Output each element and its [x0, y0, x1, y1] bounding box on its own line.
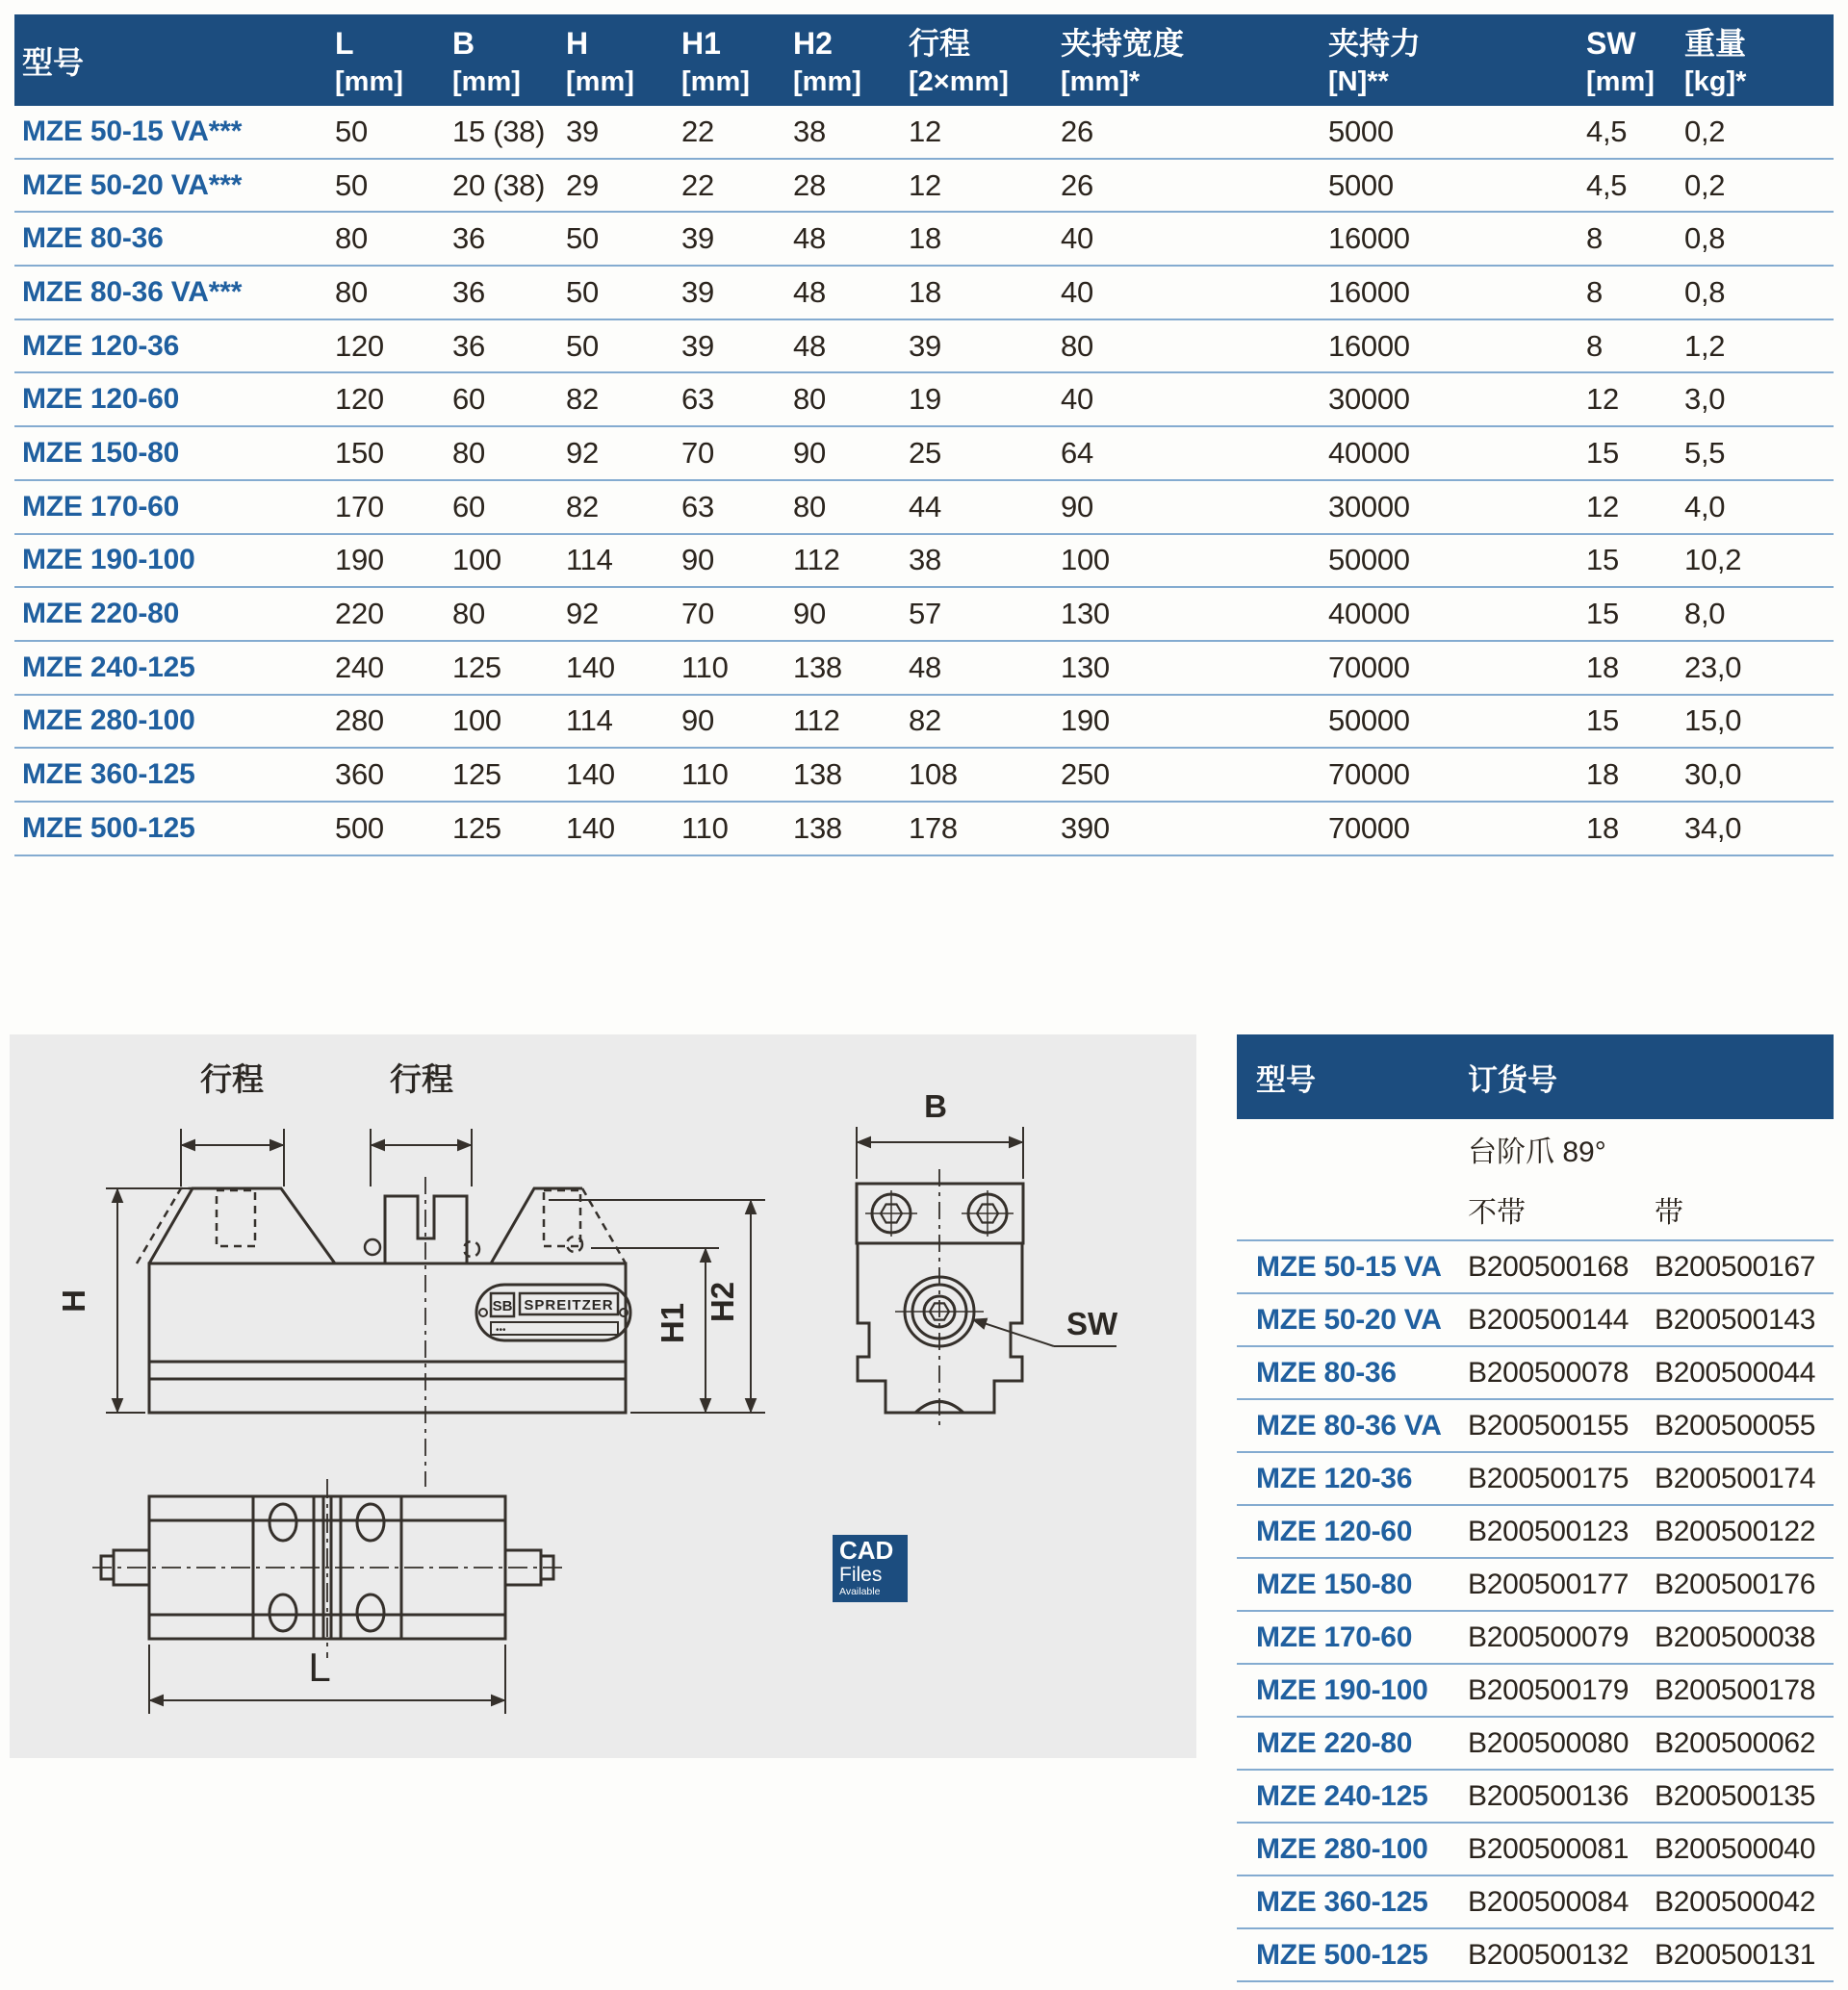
- column-header-7: [1061, 14, 1328, 106]
- order-number-with: B200500174: [1655, 1462, 1816, 1494]
- spec-value: 3,0: [1684, 382, 1726, 417]
- spec-value: 15: [1586, 435, 1619, 470]
- spec-value: 240: [335, 650, 384, 684]
- order-number-with: B200500135: [1655, 1779, 1816, 1812]
- spec-value: 130: [1061, 650, 1110, 684]
- spec-value: 80: [335, 221, 368, 256]
- column-header-4: [681, 14, 793, 106]
- column-header-9: [1586, 14, 1684, 106]
- spec-value: 48: [909, 650, 941, 684]
- spec-value: 120: [335, 328, 384, 363]
- order-model: MZE 80-36: [1256, 1356, 1397, 1389]
- model-name: MZE 240-125: [22, 651, 195, 683]
- spec-value: 8,0: [1684, 597, 1726, 631]
- spec-value: 22: [681, 114, 714, 148]
- with-without-subheader: [1237, 1179, 1834, 1239]
- spec-value: 114: [566, 703, 613, 738]
- spec-value: 8: [1586, 274, 1603, 309]
- order-number-with: B200500042: [1655, 1885, 1816, 1918]
- spec-value: 70000: [1328, 650, 1410, 684]
- spec-table-header: [14, 14, 1834, 106]
- column-unit: [mm]: [793, 66, 861, 97]
- model-name: MZE 220-80: [22, 598, 180, 630]
- spec-value: 38: [793, 114, 826, 148]
- column-label: 夹持力: [1328, 26, 1422, 61]
- spec-value: 70000: [1328, 810, 1410, 845]
- spec-row: [14, 696, 1834, 750]
- order-number-with: B200500038: [1655, 1620, 1816, 1653]
- column-header-0: [14, 14, 335, 106]
- spec-table: [14, 14, 1834, 856]
- spec-value: 125: [452, 757, 501, 792]
- column-unit: [mm]: [452, 66, 521, 97]
- spec-row: [14, 427, 1834, 481]
- order-table-header: [1237, 1034, 1834, 1119]
- column-header-3: [566, 14, 681, 106]
- spec-value: 50: [335, 114, 368, 148]
- order-row: [1237, 1665, 1834, 1718]
- column-label: 夹持宽度: [1061, 26, 1185, 61]
- jaw-type-subheader: [1237, 1119, 1834, 1179]
- spec-table-body: [14, 106, 1834, 856]
- order-row: [1237, 1718, 1834, 1771]
- spec-value: 12: [1586, 382, 1619, 417]
- spec-row: [14, 320, 1834, 374]
- column-unit: [2×mm]: [909, 66, 1009, 97]
- spec-value: 120: [335, 382, 384, 417]
- spec-value: 360: [335, 757, 384, 792]
- spec-value: 29: [566, 167, 599, 202]
- spec-value: 15: [1586, 597, 1619, 631]
- spec-value: 100: [1061, 543, 1110, 577]
- spec-row: [14, 749, 1834, 803]
- spec-value: 40: [1061, 382, 1093, 417]
- order-number-with: B200500167: [1655, 1250, 1816, 1283]
- spec-value: 26: [1061, 167, 1093, 202]
- spec-value: 44: [909, 489, 941, 523]
- column-unit: [mm]: [335, 66, 403, 97]
- spec-value: 30,0: [1684, 757, 1742, 792]
- spec-value: 108: [909, 757, 958, 792]
- order-number-without: B200500080: [1468, 1726, 1630, 1759]
- order-number-with: B200500062: [1655, 1726, 1816, 1759]
- order-number-without: B200500155: [1468, 1409, 1630, 1441]
- spec-value: 90: [681, 543, 714, 577]
- spec-value: 39: [681, 221, 714, 256]
- spec-value: 90: [793, 435, 826, 470]
- spec-value: 15,0: [1684, 703, 1742, 738]
- stroke-label-left: 行程: [200, 1061, 264, 1097]
- top-view-centerlines: [92, 1479, 562, 1658]
- order-number-without: B200500168: [1468, 1250, 1630, 1283]
- spec-value: 12: [1586, 489, 1619, 523]
- spec-value: 63: [681, 382, 714, 417]
- order-header-model: 型号: [1256, 1062, 1316, 1097]
- spec-value: 36: [452, 328, 485, 363]
- order-row: [1237, 1824, 1834, 1876]
- model-name: MZE 280-100: [22, 704, 195, 737]
- order-row: [1237, 1506, 1834, 1559]
- technical-drawing-panel: [10, 1034, 1196, 1758]
- spec-value: 90: [681, 703, 714, 738]
- order-table-body: [1237, 1239, 1834, 1982]
- order-model: MZE 280-100: [1256, 1832, 1428, 1865]
- spec-value: 82: [566, 489, 599, 523]
- spec-value: 150: [335, 435, 384, 470]
- column-label: H1: [681, 26, 721, 61]
- spec-value: 39: [909, 328, 941, 363]
- order-number-without: B200500081: [1468, 1832, 1630, 1865]
- spec-value: 70: [681, 597, 714, 631]
- spec-value: 178: [909, 810, 958, 845]
- spec-value: 82: [909, 703, 941, 738]
- spec-value: 140: [566, 650, 615, 684]
- spec-value: 18: [1586, 757, 1619, 792]
- spec-value: 100: [452, 543, 501, 577]
- h2-label: H2: [705, 1281, 740, 1323]
- spec-value: 140: [566, 810, 615, 845]
- order-model: MZE 50-15 VA: [1256, 1250, 1442, 1283]
- order-model: MZE 500-125: [1256, 1938, 1428, 1971]
- model-name: MZE 170-60: [22, 490, 180, 523]
- spec-value: 50: [335, 167, 368, 202]
- spec-row: [14, 588, 1834, 642]
- column-unit: [kg]*: [1684, 66, 1747, 97]
- spec-value: 10,2: [1684, 543, 1742, 577]
- spec-row: [14, 481, 1834, 535]
- order-row: [1237, 1241, 1834, 1294]
- order-row: [1237, 1347, 1834, 1400]
- spec-value: 140: [566, 757, 615, 792]
- order-model: MZE 240-125: [1256, 1779, 1428, 1812]
- order-number-with: B200500131: [1655, 1938, 1816, 1971]
- column-header-8: [1328, 14, 1586, 106]
- spec-value: 57: [909, 597, 941, 631]
- order-model: MZE 170-60: [1256, 1620, 1413, 1653]
- spec-value: 48: [793, 274, 826, 309]
- column-label: L: [335, 26, 354, 61]
- spec-value: 70: [681, 435, 714, 470]
- order-model: MZE 360-125: [1256, 1885, 1428, 1918]
- l-label: L: [308, 1645, 331, 1690]
- model-name: MZE 80-36: [22, 222, 164, 255]
- spec-value: 63: [681, 489, 714, 523]
- order-number-with: B200500176: [1655, 1568, 1816, 1600]
- model-name: MZE 50-15 VA***: [22, 115, 243, 147]
- order-row: [1237, 1876, 1834, 1929]
- spec-value: 80: [452, 597, 485, 631]
- spec-value: 5000: [1328, 114, 1394, 148]
- order-number-without: B200500079: [1468, 1620, 1630, 1653]
- spec-row: [14, 213, 1834, 267]
- spec-value: 50: [566, 328, 599, 363]
- spec-value: 40: [1061, 221, 1093, 256]
- order-header-orderno: 订货号: [1468, 1062, 1557, 1097]
- spec-value: 40: [1061, 274, 1093, 309]
- order-number-with: B200500040: [1655, 1832, 1816, 1865]
- order-number-without: B200500177: [1468, 1568, 1630, 1600]
- spec-value: 36: [452, 274, 485, 309]
- spec-value: 26: [1061, 114, 1093, 148]
- spec-value: 90: [793, 597, 826, 631]
- spec-value: 25: [909, 435, 941, 470]
- spec-value: 19: [909, 382, 941, 417]
- spec-value: 50: [566, 221, 599, 256]
- column-unit: [mm]: [681, 66, 750, 97]
- order-number-with: B200500122: [1655, 1515, 1816, 1547]
- spec-value: 70000: [1328, 757, 1410, 792]
- spec-value: 1,2: [1684, 328, 1726, 363]
- order-number-without: B200500175: [1468, 1462, 1630, 1494]
- spec-value: 80: [452, 435, 485, 470]
- order-number-without: B200500078: [1468, 1356, 1630, 1389]
- column-unit: [N]**: [1328, 66, 1389, 97]
- cad-files-badge: [833, 1535, 908, 1602]
- order-number-without: B200500132: [1468, 1938, 1630, 1971]
- order-model: MZE 120-36: [1256, 1462, 1413, 1494]
- column-label: 行程: [909, 26, 971, 61]
- order-number-with: B200500143: [1655, 1303, 1816, 1336]
- spec-row: [14, 267, 1834, 320]
- spec-value: 28: [793, 167, 826, 202]
- spec-value: 100: [452, 703, 501, 738]
- spec-value: 130: [1061, 597, 1110, 631]
- spec-value: 48: [793, 221, 826, 256]
- order-number-with: B200500178: [1655, 1673, 1816, 1706]
- order-row: [1237, 1453, 1834, 1506]
- spec-value: 190: [1061, 703, 1110, 738]
- spec-value: 39: [681, 328, 714, 363]
- spec-row: [14, 642, 1834, 696]
- spec-value: 20 (38): [452, 167, 546, 202]
- spec-value: 15: [1586, 703, 1619, 738]
- spec-value: 23,0: [1684, 650, 1742, 684]
- model-name: MZE 80-36 VA***: [22, 275, 243, 308]
- spec-value: 38: [909, 543, 941, 577]
- spec-value: 40000: [1328, 435, 1410, 470]
- spec-value: 60: [452, 382, 485, 417]
- spec-value: 15 (38): [452, 114, 546, 148]
- b-label: B: [924, 1088, 947, 1124]
- spec-value: 80: [1061, 328, 1093, 363]
- spec-value: 12: [909, 114, 941, 148]
- spec-value: 125: [452, 810, 501, 845]
- brand-name: SPREITZER: [524, 1297, 614, 1314]
- spec-value: 80: [793, 489, 826, 523]
- h1-label: H1: [654, 1302, 690, 1344]
- spec-row: [14, 535, 1834, 589]
- spec-row: [14, 373, 1834, 427]
- order-model: MZE 150-80: [1256, 1568, 1413, 1600]
- spec-value: 40000: [1328, 597, 1410, 631]
- sw-label: SW: [1066, 1306, 1118, 1341]
- spec-value: 500: [335, 810, 384, 845]
- spec-value: 36: [452, 221, 485, 256]
- with-label: 带: [1655, 1196, 1683, 1229]
- order-number-with: B200500055: [1655, 1409, 1816, 1441]
- column-unit: [mm]: [566, 66, 634, 97]
- spec-value: 16000: [1328, 328, 1410, 363]
- order-number-with: B200500044: [1655, 1356, 1816, 1389]
- model-name: MZE 190-100: [22, 544, 195, 576]
- spec-value: 39: [566, 114, 599, 148]
- spec-value: 39: [681, 274, 714, 309]
- spec-value: 5000: [1328, 167, 1394, 202]
- spec-row: [14, 803, 1834, 856]
- model-name: MZE 120-36: [22, 329, 180, 362]
- spec-value: 30000: [1328, 382, 1410, 417]
- order-number-without: B200500123: [1468, 1515, 1630, 1547]
- order-row: [1237, 1559, 1834, 1612]
- cad-badge-line3: Available: [839, 1586, 881, 1597]
- spec-value: 138: [793, 810, 842, 845]
- order-model: MZE 120-60: [1256, 1515, 1413, 1547]
- model-name: MZE 500-125: [22, 811, 195, 844]
- model-name: MZE 150-80: [22, 436, 180, 469]
- column-header-6: [909, 14, 1061, 106]
- column-label: 重量: [1684, 26, 1747, 61]
- order-model: MZE 80-36 VA: [1256, 1409, 1442, 1441]
- spec-value: 138: [793, 757, 842, 792]
- column-label: SW: [1586, 26, 1636, 61]
- dimension-lines: [106, 1127, 1116, 1714]
- spec-value: 80: [793, 382, 826, 417]
- spec-value: 220: [335, 597, 384, 631]
- jaw-type-label: 台阶爪 89°: [1468, 1136, 1606, 1168]
- spec-value: 0,2: [1684, 114, 1726, 148]
- spec-value: 0,8: [1684, 274, 1726, 309]
- column-unit: [mm]: [1586, 66, 1655, 97]
- order-model: MZE 190-100: [1256, 1673, 1428, 1706]
- spec-value: 0,2: [1684, 167, 1726, 202]
- spec-value: 18: [909, 221, 941, 256]
- spec-value: 4,5: [1586, 167, 1628, 202]
- spec-value: 15: [1586, 543, 1619, 577]
- spec-value: 92: [566, 435, 599, 470]
- order-row: [1237, 1294, 1834, 1347]
- order-number-without: B200500179: [1468, 1673, 1630, 1706]
- model-name: MZE 120-60: [22, 383, 180, 416]
- spec-value: 114: [566, 543, 613, 577]
- spec-value: 250: [1061, 757, 1110, 792]
- spec-value: 0,8: [1684, 221, 1726, 256]
- h-label: H: [56, 1289, 91, 1313]
- spec-value: 12: [909, 167, 941, 202]
- order-model: MZE 220-80: [1256, 1726, 1413, 1759]
- spec-value: 34,0: [1684, 810, 1742, 845]
- spec-value: 18: [1586, 650, 1619, 684]
- model-name: MZE 50-20 VA***: [22, 168, 243, 201]
- spec-value: 170: [335, 489, 384, 523]
- cad-badge-line2: Files: [839, 1564, 883, 1586]
- column-label: B: [452, 26, 475, 61]
- spec-value: 18: [1586, 810, 1619, 845]
- column-header-5: [793, 14, 909, 106]
- spec-value: 82: [566, 382, 599, 417]
- spec-value: 112: [793, 543, 840, 577]
- brand-monogram: SB: [492, 1298, 513, 1314]
- column-header-1: [335, 14, 452, 106]
- model-name: MZE 360-125: [22, 758, 195, 791]
- spec-value: 18: [909, 274, 941, 309]
- spec-value: 138: [793, 650, 842, 684]
- spec-value: 30000: [1328, 489, 1410, 523]
- cad-badge-line1: CAD: [839, 1536, 894, 1565]
- column-header-2: [452, 14, 566, 106]
- spec-value: 5,5: [1684, 435, 1726, 470]
- spec-value: 90: [1061, 489, 1093, 523]
- column-unit: [mm]*: [1061, 66, 1141, 97]
- column-label: 型号: [22, 44, 85, 80]
- spec-value: 280: [335, 703, 384, 738]
- spec-value: 48: [793, 328, 826, 363]
- spec-value: 110: [681, 757, 729, 792]
- order-number-without: B200500144: [1468, 1303, 1630, 1336]
- spec-value: 4,5: [1586, 114, 1628, 148]
- spec-value: 50000: [1328, 543, 1410, 577]
- spec-value: 390: [1061, 810, 1110, 845]
- spec-value: 80: [335, 274, 368, 309]
- order-model: MZE 50-20 VA: [1256, 1303, 1442, 1336]
- order-number-without: B200500136: [1468, 1779, 1630, 1812]
- spec-value: 22: [681, 167, 714, 202]
- spec-value: 16000: [1328, 221, 1410, 256]
- order-row: [1237, 1929, 1834, 1982]
- spec-value: 50: [566, 274, 599, 309]
- spec-value: 16000: [1328, 274, 1410, 309]
- dimension-labels: [56, 1061, 1118, 1690]
- spec-value: 60: [452, 489, 485, 523]
- nameplate-dots: •••: [496, 1325, 506, 1336]
- order-row: [1237, 1612, 1834, 1665]
- column-header-10: [1684, 14, 1834, 106]
- spec-row: [14, 160, 1834, 214]
- spec-value: 112: [793, 703, 840, 738]
- spec-value: 4,0: [1684, 489, 1726, 523]
- brand-nameplate: [476, 1285, 630, 1340]
- spec-value: 64: [1061, 435, 1093, 470]
- without-label: 不带: [1468, 1196, 1526, 1229]
- column-label: H: [566, 26, 589, 61]
- spec-value: 92: [566, 597, 599, 631]
- vise-drawing: [10, 1034, 1196, 1758]
- spec-row: [14, 106, 1834, 160]
- spec-value: 50000: [1328, 703, 1410, 738]
- spec-value: 110: [681, 810, 729, 845]
- order-table: [1237, 1034, 1834, 1982]
- spec-value: 190: [335, 543, 384, 577]
- stroke-label-right: 行程: [390, 1061, 453, 1097]
- order-number-without: B200500084: [1468, 1885, 1630, 1918]
- spec-value: 8: [1586, 328, 1603, 363]
- spec-value: 8: [1586, 221, 1603, 256]
- spec-value: 110: [681, 650, 729, 684]
- order-row: [1237, 1771, 1834, 1824]
- spec-value: 125: [452, 650, 501, 684]
- column-label: H2: [793, 26, 833, 61]
- order-row: [1237, 1400, 1834, 1453]
